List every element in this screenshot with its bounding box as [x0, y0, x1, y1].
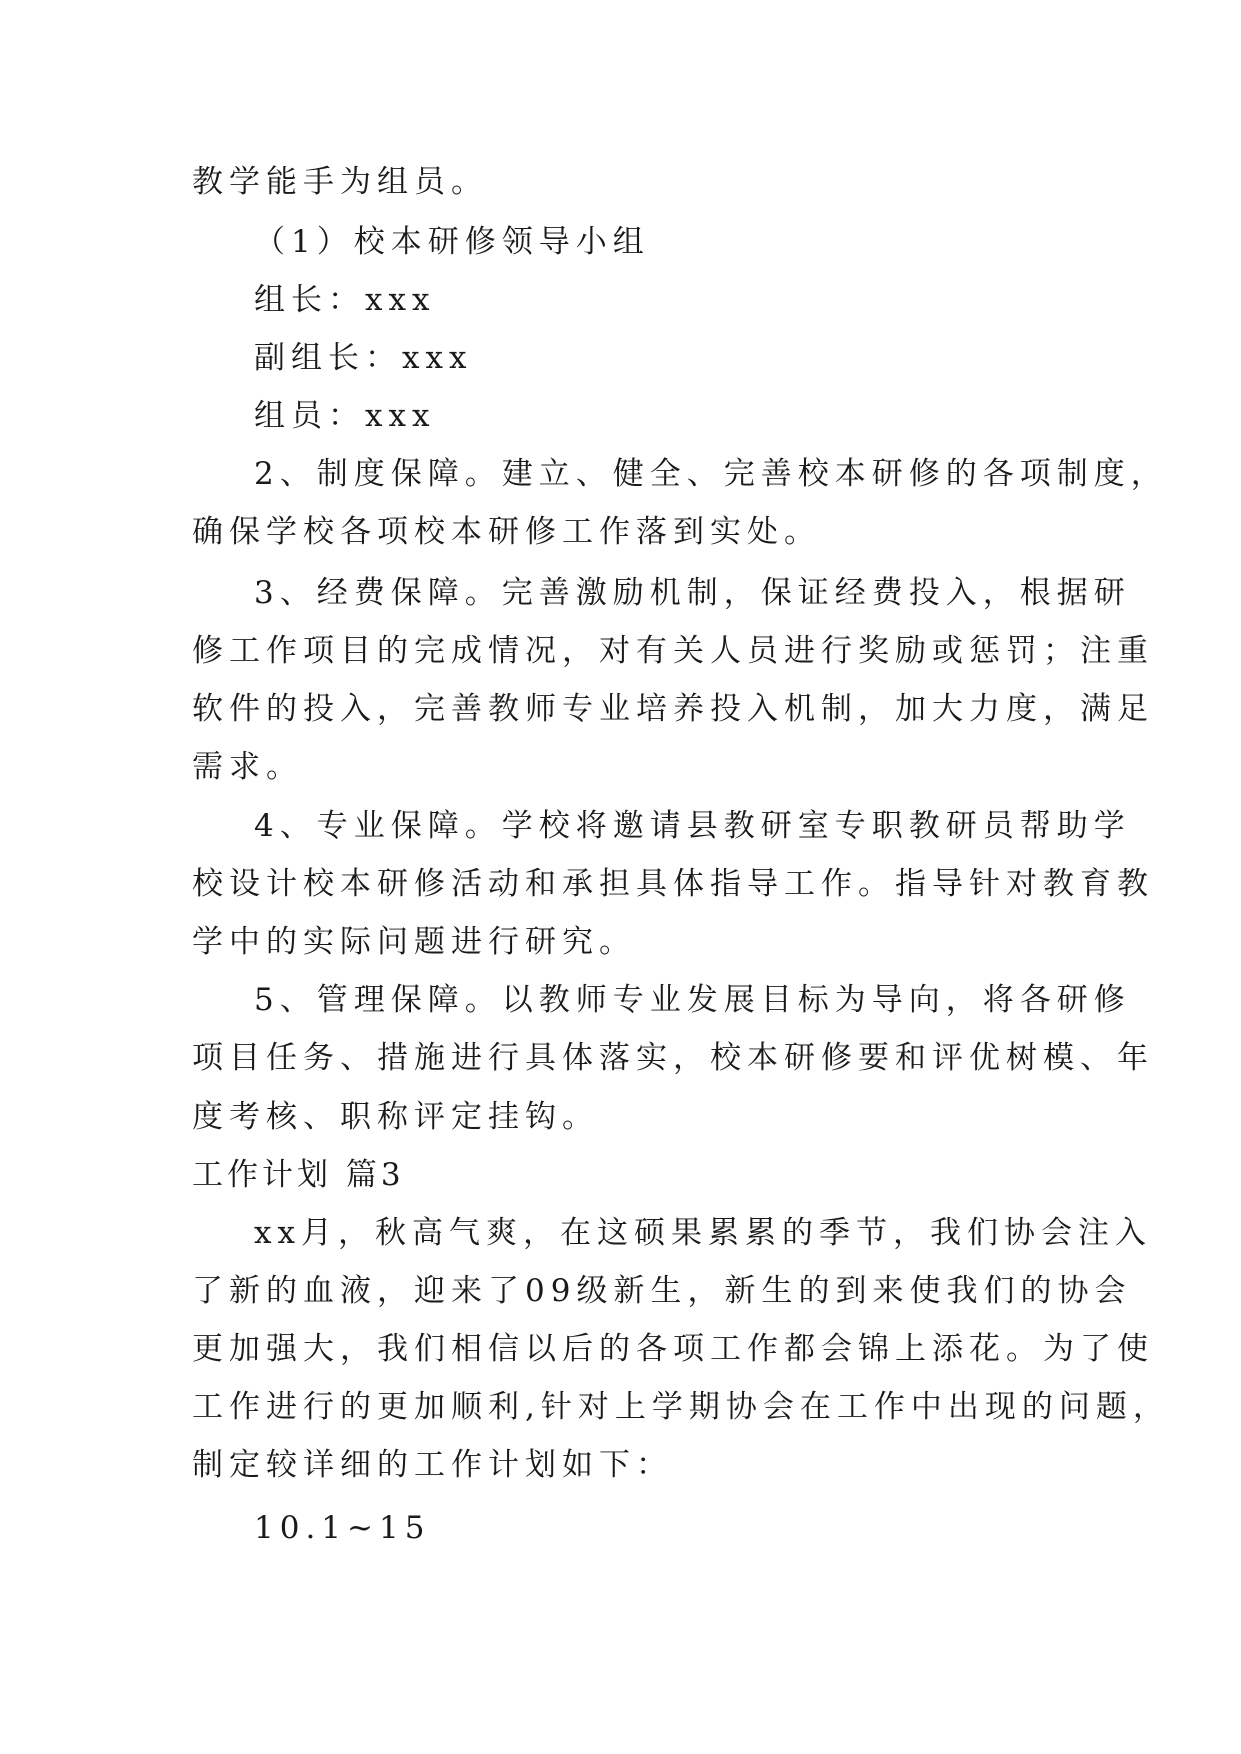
section-heading: 工作计划 篇3 — [192, 1157, 405, 1193]
paragraph-line: 需求。 — [192, 749, 303, 785]
subsection-heading: （1）校本研修领导小组 — [254, 224, 650, 260]
paragraph-line: 教学能手为组员。 — [192, 164, 488, 200]
paragraph-line: 确保学校各项校本研修工作落到实处。 — [192, 514, 821, 550]
date-range-line: 10.1~15 — [254, 1510, 431, 1546]
paragraph-line: 项目任务、措施进行具体落实，校本研修要和评优树模、年 — [192, 1040, 1154, 1076]
paragraph-line: 学中的实际问题进行研究。 — [192, 924, 636, 960]
paragraph-line: 了新的血液，迎来了09级新生，新生的到来使我们的协会 — [192, 1273, 1132, 1309]
paragraph-line: 3、经费保障。完善激励机制，保证经费投入，根据研 — [254, 575, 1131, 611]
paragraph-line: 制定较详细的工作计划如下： — [192, 1447, 673, 1483]
paragraph-line: 修工作项目的完成情况，对有关人员进行奖励或惩罚；注重 — [192, 633, 1154, 669]
paragraph-line: 2、制度保障。建立、健全、完善校本研修的各项制度， — [254, 456, 1168, 492]
paragraph-line: 软件的投入，完善教师专业培养投入机制，加大力度，满足 — [192, 691, 1154, 727]
leader-line: 组长：xxx — [254, 282, 436, 318]
members-line: 组员：xxx — [254, 398, 436, 434]
paragraph-line: 校设计校本研修活动和承担具体指导工作。指导针对教育教 — [192, 866, 1154, 902]
paragraph-line: 4、专业保障。学校将邀请县教研室专职教研员帮助学 — [254, 808, 1131, 844]
paragraph-line: 更加强大，我们相信以后的各项工作都会锦上添花。为了使 — [192, 1331, 1154, 1367]
paragraph-line: xx月，秋高气爽，在这硕果累累的季节，我们协会注入 — [254, 1215, 1152, 1251]
paragraph-line: 5、管理保障。以教师专业发展目标为导向，将各研修 — [254, 982, 1131, 1018]
deputy-leader-line: 副组长：xxx — [254, 340, 473, 376]
paragraph-line: 工作进行的更加顺利,针对上学期协会在工作中出现的问题， — [192, 1389, 1170, 1425]
paragraph-line: 度考核、职称评定挂钩。 — [192, 1099, 599, 1135]
